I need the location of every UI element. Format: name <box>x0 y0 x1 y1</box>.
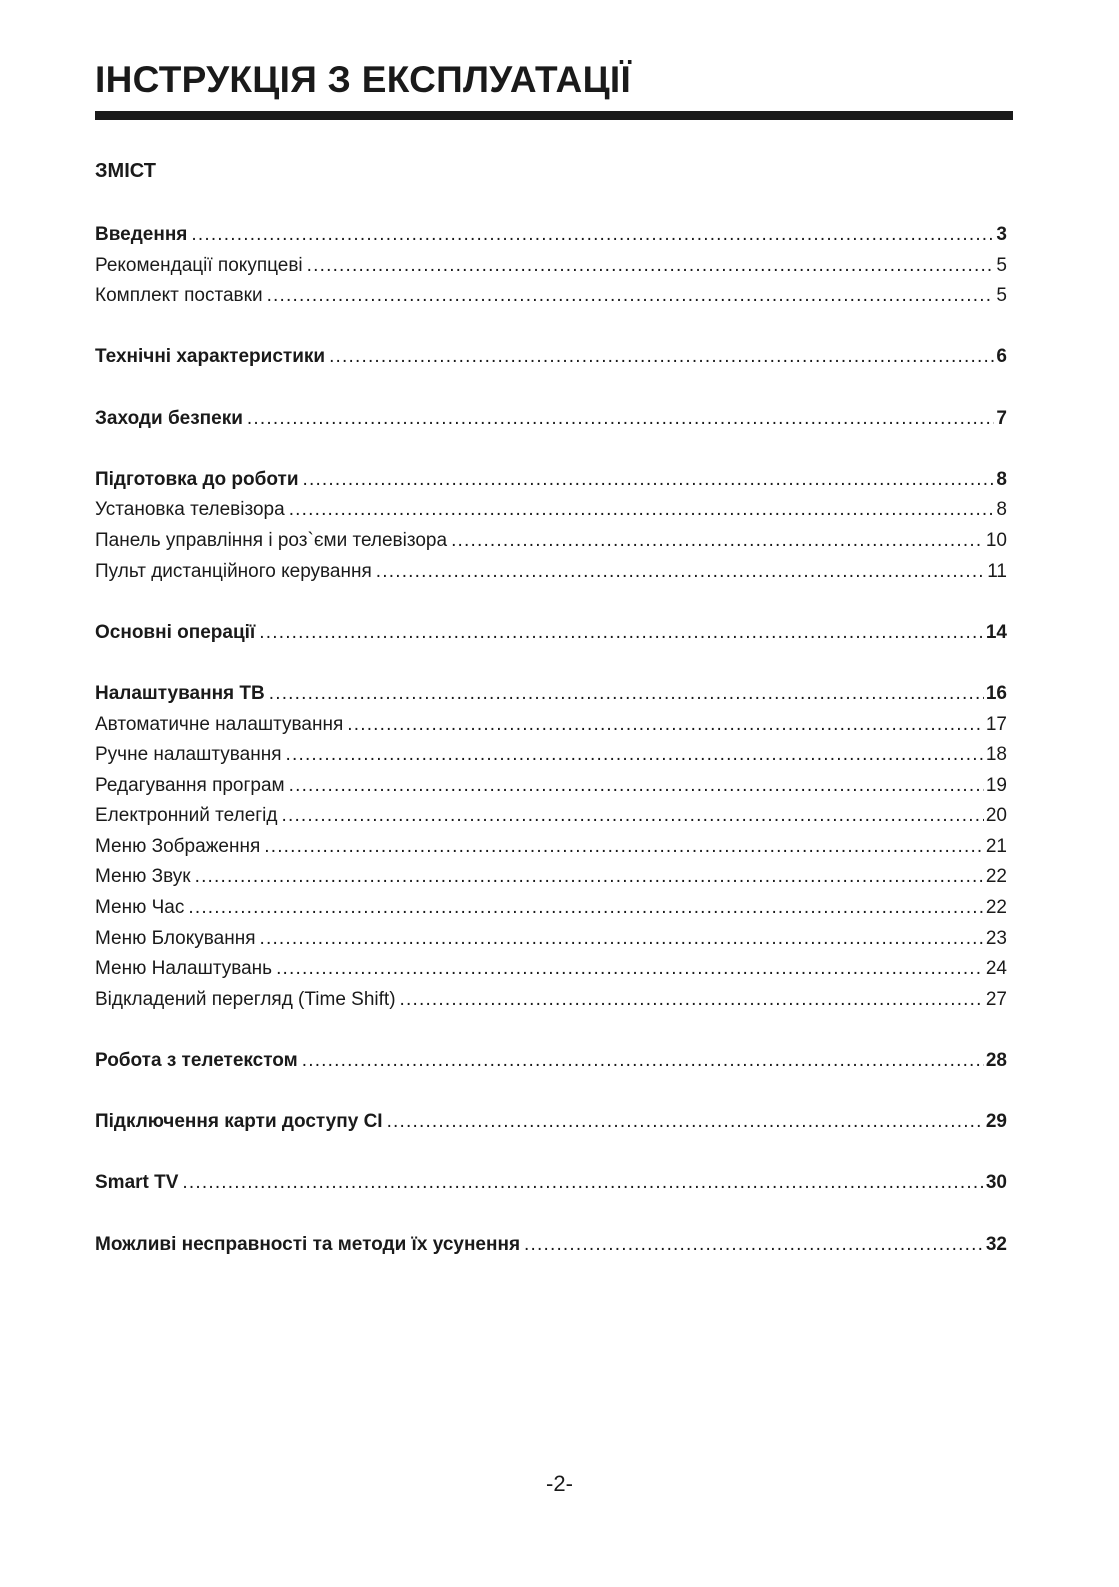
toc-entry-page: 10 <box>985 529 1007 551</box>
toc-entry-label: Smart TV <box>95 1172 179 1194</box>
toc-dot-leader <box>191 220 994 251</box>
toc-entry-page: 3 <box>996 224 1007 245</box>
toc-dot-leader <box>259 618 984 649</box>
toc-entry-page: 11 <box>987 560 1007 582</box>
toc-dot-leader <box>307 251 995 282</box>
toc-dot-leader <box>269 679 984 710</box>
toc-heading: ЗМІСТ <box>95 160 156 182</box>
toc-entry-page: 30 <box>985 1172 1007 1194</box>
toc-entry <box>95 862 1007 893</box>
toc-entry-page: 16 <box>985 682 1007 704</box>
toc-entry-label: Меню Блокування <box>95 927 256 949</box>
toc-entry-page: 17 <box>985 713 1007 735</box>
toc-entry-label: Панель управління і роз`єми телевізора <box>95 529 448 551</box>
toc-entry-label: Відкладений перегляд (Time Shift) <box>95 988 396 1010</box>
toc-entry-label: Пульт дистанційного керування <box>95 560 372 582</box>
toc-entry-page: 5 <box>996 285 1007 307</box>
toc-entry <box>95 526 1007 557</box>
toc-entry-label: Меню Налаштувань <box>95 958 273 980</box>
toc-entry <box>95 924 1007 955</box>
toc-entry-page: 18 <box>985 744 1007 766</box>
toc-entry-label: Меню Звук <box>95 866 191 888</box>
toc-entry <box>95 342 1007 373</box>
toc-dot-leader <box>400 985 984 1016</box>
toc-dot-leader <box>282 801 984 832</box>
toc-dot-leader <box>329 342 994 373</box>
toc-entry <box>95 557 1007 588</box>
toc-entry <box>95 740 1007 771</box>
table-of-contents <box>95 220 1007 1260</box>
toc-dot-leader <box>188 893 984 924</box>
toc-entry <box>95 679 1007 710</box>
title-underline-rule <box>95 111 1013 120</box>
toc-entry <box>95 281 1007 312</box>
toc-entry-page: 22 <box>985 866 1007 888</box>
toc-entry <box>95 465 1007 496</box>
toc-entry <box>95 832 1007 863</box>
toc-dot-leader <box>264 832 984 863</box>
toc-dot-leader <box>247 404 995 435</box>
toc-entry <box>95 893 1007 924</box>
toc-entry-label: Основні операції <box>95 621 256 643</box>
toc-entry-label: Технічні характеристики <box>95 346 326 368</box>
toc-entry <box>95 1046 1007 1077</box>
toc-entry-page: 8 <box>996 468 1007 490</box>
toc-entry <box>95 618 1007 649</box>
toc-entry-label: Автоматичне налаштування <box>95 713 344 735</box>
toc-dot-leader <box>195 862 984 893</box>
toc-entry-page: 23 <box>985 927 1007 949</box>
toc-entry-page: 28 <box>985 1050 1007 1072</box>
toc-dot-leader <box>182 1168 983 1199</box>
toc-dot-leader <box>387 1107 984 1138</box>
toc-entry-label: Ручне налаштування <box>95 744 282 766</box>
toc-entry <box>95 1107 1007 1138</box>
toc-entry <box>95 985 1007 1016</box>
toc-entry-label: Меню Зображення <box>95 835 261 857</box>
toc-dot-leader <box>524 1230 984 1261</box>
toc-entry-label: Комплект поставки <box>95 285 263 307</box>
toc-entry-label: Рекомендації покупцеві <box>95 254 303 276</box>
toc-entry <box>95 404 1007 435</box>
toc-dot-leader <box>260 924 984 955</box>
toc-entry-label: Можливі несправності та методи їх усунення <box>95 1233 521 1255</box>
toc-entry <box>95 954 1007 985</box>
toc-entry <box>95 220 1007 251</box>
toc-entry-page: 6 <box>996 346 1007 368</box>
toc-entry-page: 8 <box>996 499 1007 521</box>
toc-entry-page: 22 <box>985 897 1007 919</box>
toc-dot-leader <box>376 557 985 588</box>
toc-dot-leader <box>289 771 984 802</box>
toc-entry-page: 32 <box>985 1233 1007 1255</box>
toc-entry-page: 24 <box>985 958 1007 980</box>
toc-entry <box>95 801 1007 832</box>
toc-entry-label: Електронний телегід <box>95 805 278 827</box>
toc-dot-leader <box>302 1046 984 1077</box>
toc-entry-label: Підключення карти доступу CI <box>95 1111 383 1133</box>
toc-entry-page: 14 <box>985 621 1007 643</box>
toc-dot-leader <box>286 740 984 771</box>
toc-entry-page: 20 <box>985 805 1007 827</box>
toc-entry-label: Установка телевізора <box>95 499 285 521</box>
toc-entry <box>95 251 1007 282</box>
toc-dot-leader <box>267 281 995 312</box>
toc-dot-leader <box>303 465 995 496</box>
toc-entry-label: Введення <box>95 224 188 245</box>
toc-entry-label: Робота з телетекстом <box>95 1050 298 1072</box>
toc-entry-label: Редагування програм <box>95 774 285 796</box>
toc-entry-page: 21 <box>985 835 1007 857</box>
toc-entry-label: Меню Час <box>95 897 185 919</box>
toc-entry-label: Заходи безпеки <box>95 407 243 429</box>
toc-dot-leader <box>347 710 984 741</box>
toc-entry-page: 29 <box>985 1111 1007 1133</box>
toc-dot-leader <box>451 526 984 557</box>
toc-dot-leader <box>289 495 995 526</box>
page-number: -2- <box>546 1471 573 1496</box>
toc-entry <box>95 1168 1007 1199</box>
toc-dot-leader <box>276 954 984 985</box>
toc-entry-label: Налаштування ТВ <box>95 682 265 704</box>
toc-entry-label: Підготовка до роботи <box>95 468 299 490</box>
toc-entry <box>95 495 1007 526</box>
toc-entry <box>95 771 1007 802</box>
toc-entry-page: 7 <box>996 407 1007 429</box>
toc-entry-page: 5 <box>996 254 1007 276</box>
toc-entry <box>95 1230 1007 1261</box>
toc-entry-page: 19 <box>985 774 1007 796</box>
toc-entry-page: 27 <box>985 988 1007 1010</box>
toc-entry <box>95 710 1007 741</box>
document-title: ІНСТРУКЦІЯ З ЕКСПЛУАТАЦІЇ <box>95 59 631 100</box>
